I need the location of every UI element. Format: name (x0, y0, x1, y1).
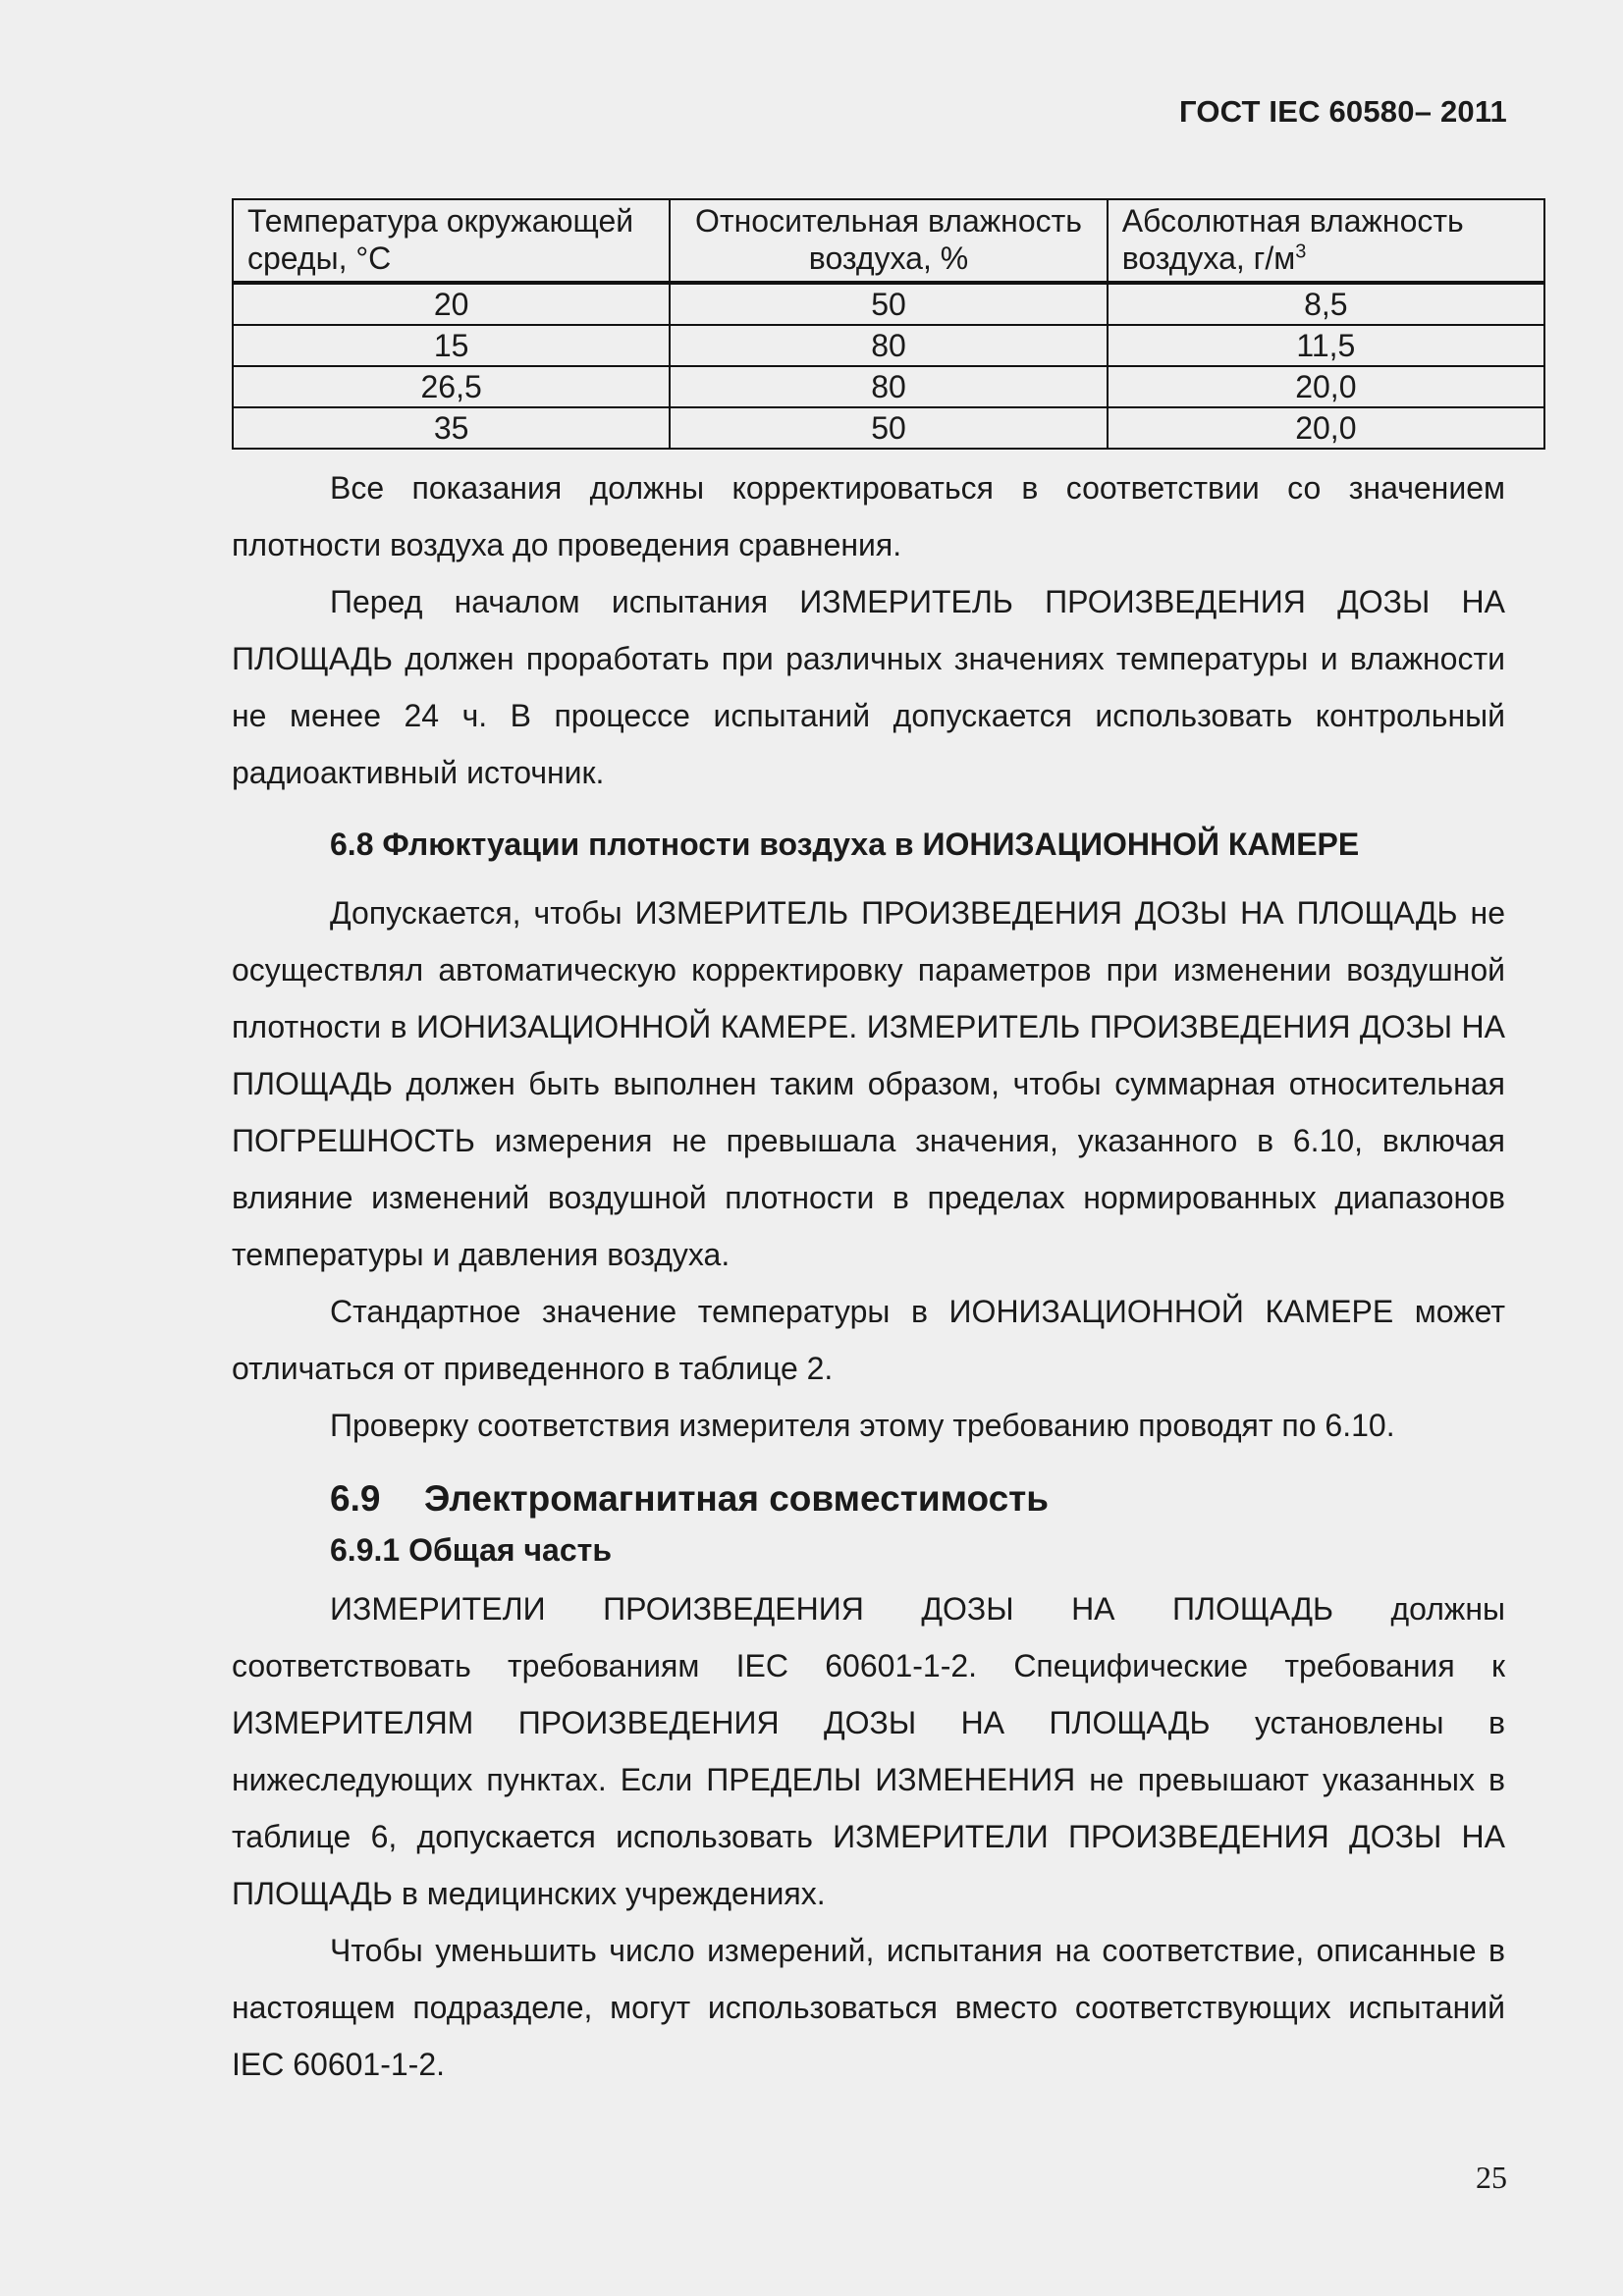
paragraph: Проверку соответствия измерителя этому требованию проводят по 6.10. (330, 1408, 1395, 1443)
table-header-temperature (233, 199, 670, 283)
header-text: среды, °С (247, 240, 392, 276)
superscript: 3 (1295, 240, 1307, 263)
table-cell: 8,5 (1108, 283, 1544, 325)
paragraph: ИЗМЕРИТЕЛИ ПРОИЗВЕДЕНИЯ ДОЗЫ НА ПЛОЩАДЬ должны соответствовать требованиям IEC 60601-1-2. Специфические требования к ИЗМЕРИТЕЛЯМ ПРОИЗВЕДЕНИЯ ДОЗЫ НА ПЛОЩАДЬ установлены в нижеследующих пунктах. Если ПРЕДЕЛЫ ИЗМЕНЕНИЯ не превышают указанных в таблице 6, допускается использовать ИЗМЕРИТЕЛИ ПРОИЗВЕДЕНИЯ ДОЗЫ НА ПЛОЩАДЬ в медицинских учреждениях. (232, 1591, 1505, 1911)
subsection-heading-6-9-1: 6.9.1 Общая часть (330, 1532, 612, 1568)
paragraph: Допускается, чтобы ИЗМЕРИТЕЛЬ ПРОИЗВЕДЕНИЯ ДОЗЫ НА ПЛОЩАДЬ не осуществлял автоматическую корректировку параметров при изменении воздушной плотности в ИОНИЗАЦИОННОЙ КАМЕРЕ. ИЗМЕРИТЕЛЬ ПРОИЗВЕДЕНИЯ ДОЗЫ НА ПЛОЩАДЬ должен быть выполнен таким образом, чтобы суммарная относительная ПОГРЕШНОСТЬ измерения не превышала значения, указанного в 6.10, включая влияние изменений воздушной плотности в пределах нормированных диапазонов температуры и давления воздуха. (232, 895, 1505, 1272)
paragraph: Перед началом испытания ИЗМЕРИТЕЛЬ ПРОИЗВЕДЕНИЯ ДОЗЫ НА ПЛОЩАДЬ должен проработать при различных значениях температуры и влажности не менее 24 ч. В процессе испытаний допускается использовать контрольный радиоактивный источник. (232, 584, 1505, 790)
table-header-absolute-humidity (1108, 199, 1544, 283)
header-text: Относительная влажность (695, 203, 1082, 239)
table-cell: 80 (670, 366, 1107, 407)
environment-conditions-table (232, 198, 1545, 450)
header-text: воздуха, % (808, 240, 969, 276)
table-header-row (233, 199, 1544, 283)
paragraph: Чтобы уменьшить число измерений, испытания на соответствие, описанные в настоящем подразделе, могут использоваться вместо соответствующих испытаний IEC 60601-1-2. (232, 1933, 1505, 2082)
table-cell: 50 (670, 407, 1107, 449)
table-cell: 80 (670, 325, 1107, 366)
table-cell: 20,0 (1108, 407, 1544, 449)
text-block-3 (232, 1580, 1505, 2093)
table-cell: 26,5 (233, 366, 670, 407)
text-block-1 (232, 459, 1505, 801)
table-row (233, 325, 1544, 366)
text-block-2 (232, 884, 1505, 1454)
table-row (233, 366, 1544, 407)
header-text: Абсолютная влажность (1121, 203, 1464, 239)
table-cell: 15 (233, 325, 670, 366)
header-text: воздуха, г/м (1121, 240, 1296, 276)
section-heading-6-8: 6.8 Флюктуации плотности воздуха в ИОНИЗАЦИОННОЙ КАМЕРЕ (330, 827, 1360, 862)
table-row (233, 283, 1544, 325)
table-cell: 20 (233, 283, 670, 325)
table-cell: 20,0 (1108, 366, 1544, 407)
page-number: 25 (1476, 2160, 1507, 2195)
document-code-header: ГОСТ IEC 60580– 2011 (1178, 94, 1507, 129)
paragraph: Стандартное значение температуры в ИОНИЗАЦИОННОЙ КАМЕРЕ может отличаться от приведенного в таблице 2. (232, 1294, 1505, 1386)
section-number: 6.9 (330, 1478, 381, 1519)
table-cell: 35 (233, 407, 670, 449)
paragraph: Все показания должны корректироваться в соответствии со значением плотности воздуха до проведения сравнения. (232, 470, 1505, 562)
table-cell: 11,5 (1108, 325, 1544, 366)
table-cell: 50 (670, 283, 1107, 325)
table-row (233, 407, 1544, 449)
section-title: Электромагнитная совместимость (424, 1478, 1050, 1519)
header-text: Температура окружающей (247, 203, 634, 239)
table-header-relative-humidity (670, 199, 1107, 283)
section-heading-6-9 (330, 1478, 1049, 1520)
